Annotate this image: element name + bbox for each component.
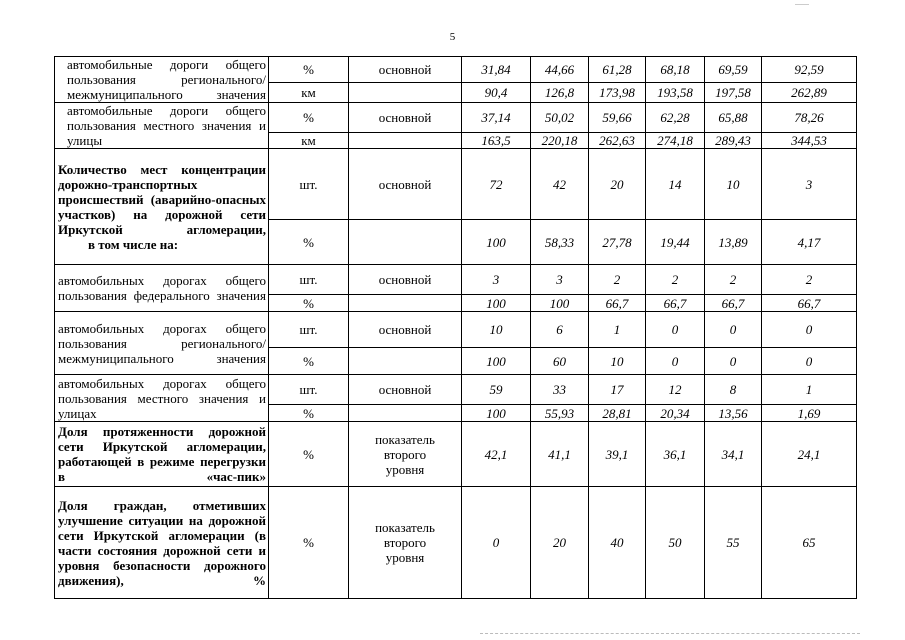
value-cell: 163,5 bbox=[462, 133, 531, 149]
value-cell: 66,7 bbox=[646, 295, 705, 312]
value-cell: 344,53 bbox=[762, 133, 857, 149]
indicator-name: автомобильные дороги общего пользования регионального/ межмуниципального значения bbox=[55, 57, 269, 103]
value-cell: 3 bbox=[462, 265, 531, 295]
value-cell: 197,58 bbox=[705, 82, 762, 102]
indicators-table bbox=[54, 56, 857, 599]
value-cell: 72 bbox=[462, 149, 531, 220]
value-cell: 20 bbox=[531, 487, 589, 599]
value-cell: 61,28 bbox=[589, 57, 646, 83]
value-cell: 40 bbox=[589, 487, 646, 599]
unit-cell: % bbox=[269, 422, 349, 487]
indicator-name: Доля граждан, отметивших улучшение ситуации на дорожной сети Иркутской агломерации (в части состояния дорожной сети и уровня безопасности дорожного движения), % bbox=[55, 487, 269, 599]
indicator-type: основной bbox=[349, 149, 462, 220]
value-cell: 36,1 bbox=[646, 422, 705, 487]
value-cell: 0 bbox=[705, 348, 762, 375]
value-cell: 4,17 bbox=[762, 220, 857, 265]
value-cell: 100 bbox=[531, 295, 589, 312]
value-cell: 1 bbox=[762, 375, 857, 405]
indicator-type: основной bbox=[349, 265, 462, 295]
value-cell: 289,43 bbox=[705, 133, 762, 149]
unit-cell: шт. bbox=[269, 375, 349, 405]
indicator-type: показатель второго уровня bbox=[349, 487, 462, 599]
table-row bbox=[55, 422, 857, 487]
table-row bbox=[55, 375, 857, 405]
unit-cell: % bbox=[269, 348, 349, 375]
indicator-type bbox=[349, 220, 462, 265]
value-cell: 69,59 bbox=[705, 57, 762, 83]
scan-corner-mark bbox=[795, 0, 809, 5]
value-cell: 78,26 bbox=[762, 103, 857, 133]
indicator-type bbox=[349, 405, 462, 422]
value-cell: 274,18 bbox=[646, 133, 705, 149]
page-number: 5 bbox=[449, 31, 456, 43]
value-cell: 50 bbox=[646, 487, 705, 599]
table-row bbox=[55, 487, 857, 599]
indicator-type: показатель второго уровня bbox=[349, 422, 462, 487]
unit-cell: % bbox=[269, 57, 349, 83]
table-row bbox=[55, 103, 857, 133]
value-cell: 65,88 bbox=[705, 103, 762, 133]
value-cell: 2 bbox=[589, 265, 646, 295]
value-cell: 14 bbox=[646, 149, 705, 220]
value-cell: 0 bbox=[646, 312, 705, 348]
value-cell: 20 bbox=[589, 149, 646, 220]
value-cell: 66,7 bbox=[589, 295, 646, 312]
scan-artifact bbox=[480, 633, 860, 636]
value-cell: 2 bbox=[705, 265, 762, 295]
value-cell: 3 bbox=[762, 149, 857, 220]
value-cell: 65 bbox=[762, 487, 857, 599]
table-row bbox=[55, 312, 857, 348]
value-cell: 50,02 bbox=[531, 103, 589, 133]
unit-cell: км bbox=[269, 82, 349, 102]
indicator-name bbox=[55, 149, 269, 265]
value-cell: 13,89 bbox=[705, 220, 762, 265]
indicator-name-tail: в том числе на: bbox=[88, 236, 179, 252]
value-cell: 10 bbox=[705, 149, 762, 220]
value-cell: 13,56 bbox=[705, 405, 762, 422]
value-cell: 1,69 bbox=[762, 405, 857, 422]
value-cell: 262,89 bbox=[762, 82, 857, 102]
value-cell: 55 bbox=[705, 487, 762, 599]
value-cell: 193,58 bbox=[646, 82, 705, 102]
value-cell: 44,66 bbox=[531, 57, 589, 83]
table-row bbox=[55, 149, 857, 220]
value-cell: 66,7 bbox=[705, 295, 762, 312]
indicator-type bbox=[349, 348, 462, 375]
value-cell: 17 bbox=[589, 375, 646, 405]
unit-cell: шт. bbox=[269, 265, 349, 295]
value-cell: 6 bbox=[531, 312, 589, 348]
value-cell: 41,1 bbox=[531, 422, 589, 487]
value-cell: 100 bbox=[462, 220, 531, 265]
value-cell: 27,78 bbox=[589, 220, 646, 265]
value-cell: 0 bbox=[762, 312, 857, 348]
value-cell: 0 bbox=[646, 348, 705, 375]
value-cell: 39,1 bbox=[589, 422, 646, 487]
value-cell: 2 bbox=[762, 265, 857, 295]
unit-cell: % bbox=[269, 103, 349, 133]
value-cell: 33 bbox=[531, 375, 589, 405]
table-row bbox=[55, 265, 857, 295]
indicator-type: основной bbox=[349, 312, 462, 348]
unit-cell: % bbox=[269, 405, 349, 422]
value-cell: 66,7 bbox=[762, 295, 857, 312]
indicator-name: автомобильные дороги общего пользования местного значения и улицы bbox=[55, 103, 269, 149]
unit-cell: шт. bbox=[269, 312, 349, 348]
value-cell: 100 bbox=[462, 348, 531, 375]
value-cell: 0 bbox=[705, 312, 762, 348]
value-cell: 10 bbox=[589, 348, 646, 375]
unit-cell: км bbox=[269, 133, 349, 149]
indicator-name: автомобильных дорогах общего пользования местного значения и улицах bbox=[55, 375, 269, 422]
value-cell: 19,44 bbox=[646, 220, 705, 265]
unit-cell: шт. bbox=[269, 149, 349, 220]
value-cell: 1 bbox=[589, 312, 646, 348]
value-cell: 10 bbox=[462, 312, 531, 348]
unit-cell: % bbox=[269, 487, 349, 599]
indicator-name-main: Количество мест концентрации дорожно-транспортных происшествий (аварийно-опасных участков) на дорожной сети Иркутской агломерации, bbox=[58, 161, 266, 237]
value-cell: 34,1 bbox=[705, 422, 762, 487]
value-cell: 3 bbox=[531, 265, 589, 295]
value-cell: 100 bbox=[462, 405, 531, 422]
value-cell: 100 bbox=[462, 295, 531, 312]
value-cell: 62,28 bbox=[646, 103, 705, 133]
value-cell: 92,59 bbox=[762, 57, 857, 83]
table-row bbox=[55, 57, 857, 83]
indicator-type bbox=[349, 295, 462, 312]
value-cell: 220,18 bbox=[531, 133, 589, 149]
indicator-type bbox=[349, 133, 462, 149]
value-cell: 262,63 bbox=[589, 133, 646, 149]
indicator-type bbox=[349, 82, 462, 102]
unit-cell: % bbox=[269, 295, 349, 312]
indicator-type: основной bbox=[349, 375, 462, 405]
value-cell: 24,1 bbox=[762, 422, 857, 487]
value-cell: 12 bbox=[646, 375, 705, 405]
indicator-name: Доля протяженности дорожной сети Иркутской агломерации, работающей в режиме перегрузки в «час-пик» bbox=[55, 422, 269, 487]
value-cell: 42,1 bbox=[462, 422, 531, 487]
value-cell: 173,98 bbox=[589, 82, 646, 102]
value-cell: 58,33 bbox=[531, 220, 589, 265]
value-cell: 42 bbox=[531, 149, 589, 220]
value-cell: 8 bbox=[705, 375, 762, 405]
value-cell: 0 bbox=[762, 348, 857, 375]
value-cell: 37,14 bbox=[462, 103, 531, 133]
value-cell: 55,93 bbox=[531, 405, 589, 422]
value-cell: 31,84 bbox=[462, 57, 531, 83]
value-cell: 20,34 bbox=[646, 405, 705, 422]
value-cell: 2 bbox=[646, 265, 705, 295]
value-cell: 68,18 bbox=[646, 57, 705, 83]
value-cell: 28,81 bbox=[589, 405, 646, 422]
value-cell: 60 bbox=[531, 348, 589, 375]
indicator-name: автомобильных дорогах общего пользования федерального значения bbox=[55, 265, 269, 312]
indicator-type: основной bbox=[349, 103, 462, 133]
value-cell: 59,66 bbox=[589, 103, 646, 133]
value-cell: 0 bbox=[462, 487, 531, 599]
value-cell: 126,8 bbox=[531, 82, 589, 102]
value-cell: 90,4 bbox=[462, 82, 531, 102]
indicator-type: основной bbox=[349, 57, 462, 83]
unit-cell: % bbox=[269, 220, 349, 265]
indicator-name: автомобильных дорогах общего пользования регионального/ межмуниципального значения bbox=[55, 312, 269, 375]
value-cell: 59 bbox=[462, 375, 531, 405]
